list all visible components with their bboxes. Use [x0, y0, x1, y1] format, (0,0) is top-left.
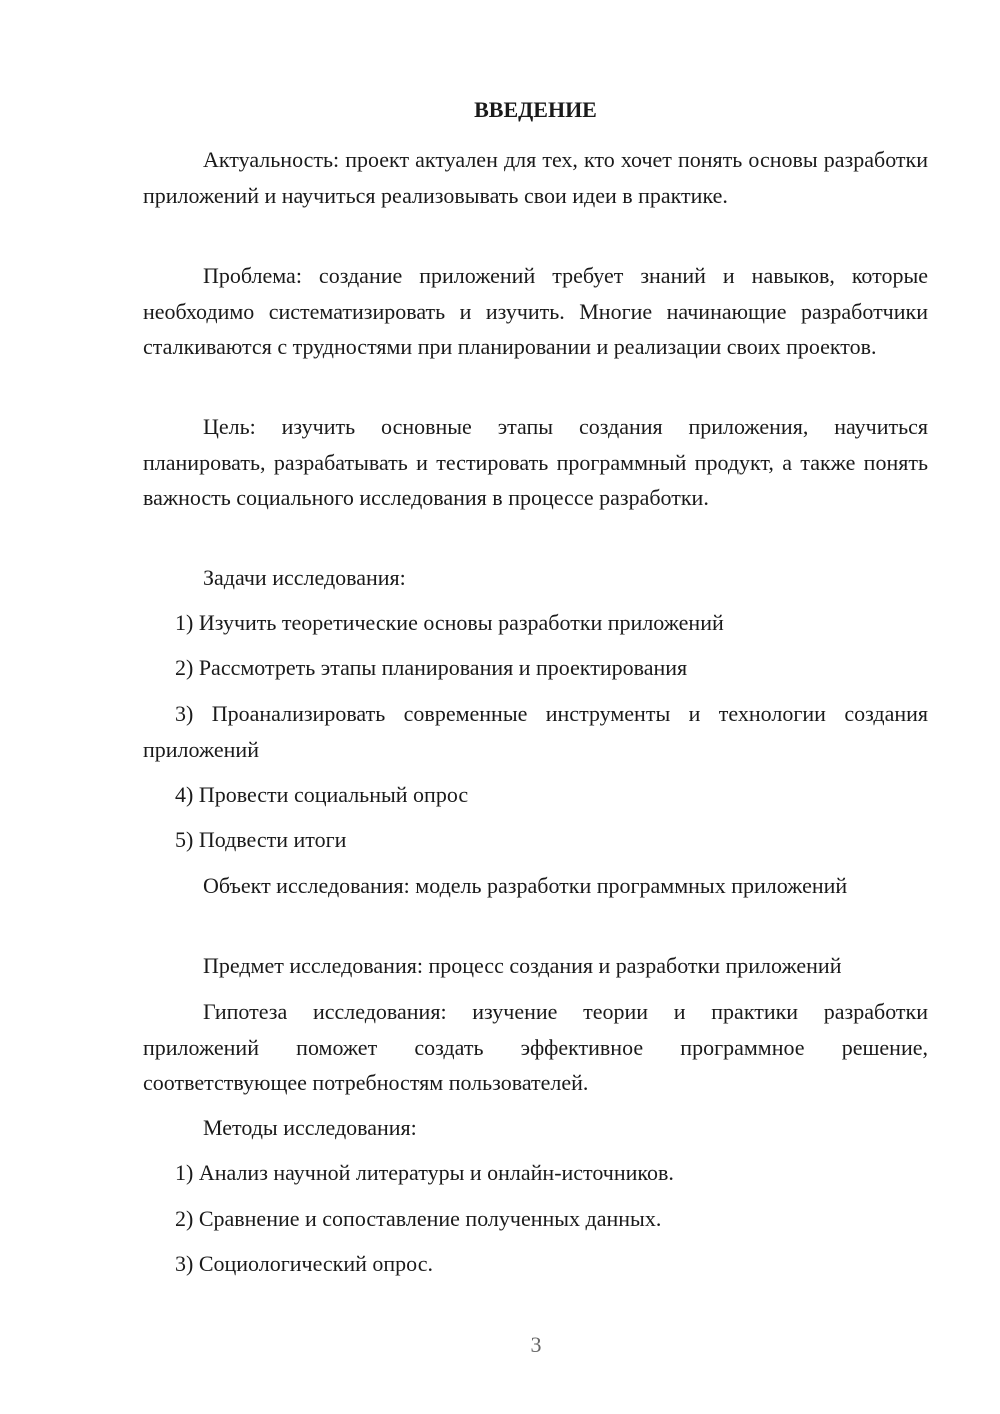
task-item-3: 3) Проанализировать современные инструменты и технологии создания приложений — [143, 701, 928, 762]
task-item-5: 5) Подвести итоги — [175, 827, 347, 852]
task-item-4: 4) Провести социальный опрос — [175, 782, 469, 807]
task-item-2: 2) Рассмотреть этапы планирования и проектирования — [175, 655, 688, 680]
goal-paragraph: Цель: изучить основные этапы создания приложения, научиться планировать, разрабатывать и тестировать программный продукт, а также понять важность социального исследования в процессе разработки. — [143, 414, 928, 510]
relevance-paragraph: Актуальность: проект актуален для тех, кто хочет понять основы разработки приложений и научиться реализовывать свои идеи в практике. — [143, 147, 928, 208]
method-item-3: 3) Социологический опрос. — [175, 1251, 433, 1276]
methods-heading: Методы исследования: — [203, 1115, 417, 1140]
subject-paragraph: Предмет исследования: процесс создания и разработки приложений — [203, 953, 842, 978]
method-item-1: 1) Анализ научной литературы и онлайн-источников. — [175, 1160, 674, 1185]
page-number: 3 — [530, 1332, 542, 1357]
task-item-1: 1) Изучить теоретические основы разработки приложений — [175, 610, 724, 635]
problem-paragraph: Проблема: создание приложений требует знаний и навыков, которые необходимо систематизировать и изучить. Многие начинающие разработчики сталкиваются с трудностями при планировании и реализации своих проектов. — [143, 263, 928, 359]
hypothesis-paragraph: Гипотеза исследования: изучение теории и практики разработки приложений поможет создать эффективное программное решение, соответствующее потребностям пользователей. — [143, 999, 928, 1095]
page-title: ВВЕДЕНИЕ — [474, 97, 597, 122]
object-paragraph: Объект исследования: модель разработки программных приложений — [203, 873, 848, 898]
tasks-heading: Задачи исследования: — [203, 565, 406, 590]
method-item-2: 2) Сравнение и сопоставление полученных данных. — [175, 1206, 662, 1231]
